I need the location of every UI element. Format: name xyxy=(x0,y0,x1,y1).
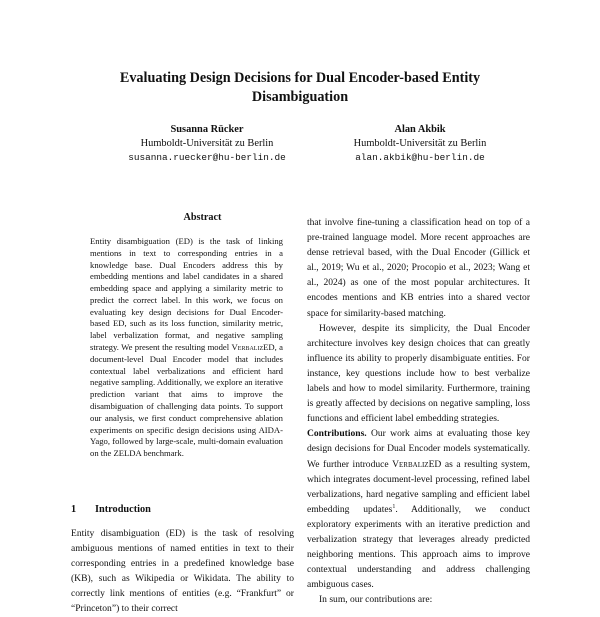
section-title: Introduction xyxy=(95,504,151,515)
intro-paragraph-1: that involve fine-tuning a classification head on top of a pre-trained language model. More recent approaches are dense retrieval based, with the Dual Encoder (Gillick et al., 2019; Wu et al., 2020; Procopio et al., 2023; Wang et al., 2024) as one of the most popular architectures. It encodes mentions and KB entries into a shared vector space for similarity-based matching. xyxy=(307,217,530,319)
intro-paragraph-2: However, despite its simplicity, the Dual Encoder architecture involves key design choices that can greatly influence its ability to properly disambiguate entities. For instance, key questions include how to best verbalize labels and how to model similarity. Furthermore, training is greatly affected by decisions on negative sampling, loss functions and efficient label embedding strategies. xyxy=(307,322,530,425)
abstract-part-2: , a document-level Dual Encoder model that includes contextual label verbalizations and efficient hard negative sampling. Additionally, we explore an iterative prediction variant that aims to improve the disambiguation of challenging data points. To support our analysis, we first conduct comprehensive ablation experiments on specific design decisions using AIDA-Yago, followed by large-scale, multi-domain evaluation on the ZELDA benchmark. xyxy=(90,342,283,459)
author-email: susanna.ruecker@hu-berlin.de xyxy=(128,152,286,163)
author-email: alan.akbik@hu-berlin.de xyxy=(355,152,485,163)
paper-title xyxy=(0,69,600,107)
title-line-1: Evaluating Design Decisions for Dual Encoder-based Entity xyxy=(119,70,481,86)
section-heading-introduction xyxy=(71,504,151,515)
footnote-marker[interactable]: 1 xyxy=(392,503,396,510)
section-number: 1 xyxy=(71,504,77,515)
author-name: Alan Akbik xyxy=(394,124,446,135)
author-block-2 xyxy=(295,123,545,165)
contributions-part-2: as a resulting system, which integrates document-level processing, refined label verbalizations, hard negative sampling and efficient label embedding updates xyxy=(307,458,530,515)
right-column xyxy=(307,215,530,607)
abstract-text xyxy=(90,236,283,460)
contributions-part-3: . Additionally, we conduct exploratory experiments with an iterative prediction and verbalization strategy that leverages already predicted neighboring mentions. This approach aims to improve contextual understanding and address challenging ambiguous cases. xyxy=(307,503,530,591)
contributions-paragraph xyxy=(307,426,530,592)
model-name: VerbalizED xyxy=(231,342,275,353)
author-name: Susanna Rücker xyxy=(170,124,244,135)
contributions-part-1: Our work aims at evaluating those key design decisions for Dual Encoder models systematically. We further introduce xyxy=(307,428,530,470)
abstract-part-1: Entity disambiguation (ED) is the task of linking mentions in text to corresponding entries in a knowledge base. Dual Encoders address this by embedding mentions and label candidates in a shared embedding space and applying a similarity metric to predict the correct label. In this work, we focus on evaluating key design decisions for Dual Encoder-based ED, such as its loss function, similarity metric, label verbalization format, and negative sampling strategy. We present the resulting model xyxy=(90,236,283,353)
author-affiliation: Humboldt-Universität zu Berlin xyxy=(353,138,487,149)
contributions-intro: In sum, our contributions are: xyxy=(319,594,433,606)
author-affiliation: Humboldt-Universität zu Berlin xyxy=(140,138,274,149)
contributions-label: Contributions. xyxy=(307,428,367,440)
title-line-2: Disambiguation xyxy=(251,89,349,105)
model-name: VerbalizED xyxy=(392,458,442,470)
abstract-heading: Abstract xyxy=(183,212,222,223)
intro-paragraph-left: Entity disambiguation (ED) is the task of resolving ambiguous mentions of named entities in text to their corresponding entries in a predefined knowledge base (KB), such as Wikipedia or Wikidata. The ability to correctly link mentions of entities (e.g. “Frankfurt” or “Princeton”) to their correct xyxy=(71,528,294,615)
